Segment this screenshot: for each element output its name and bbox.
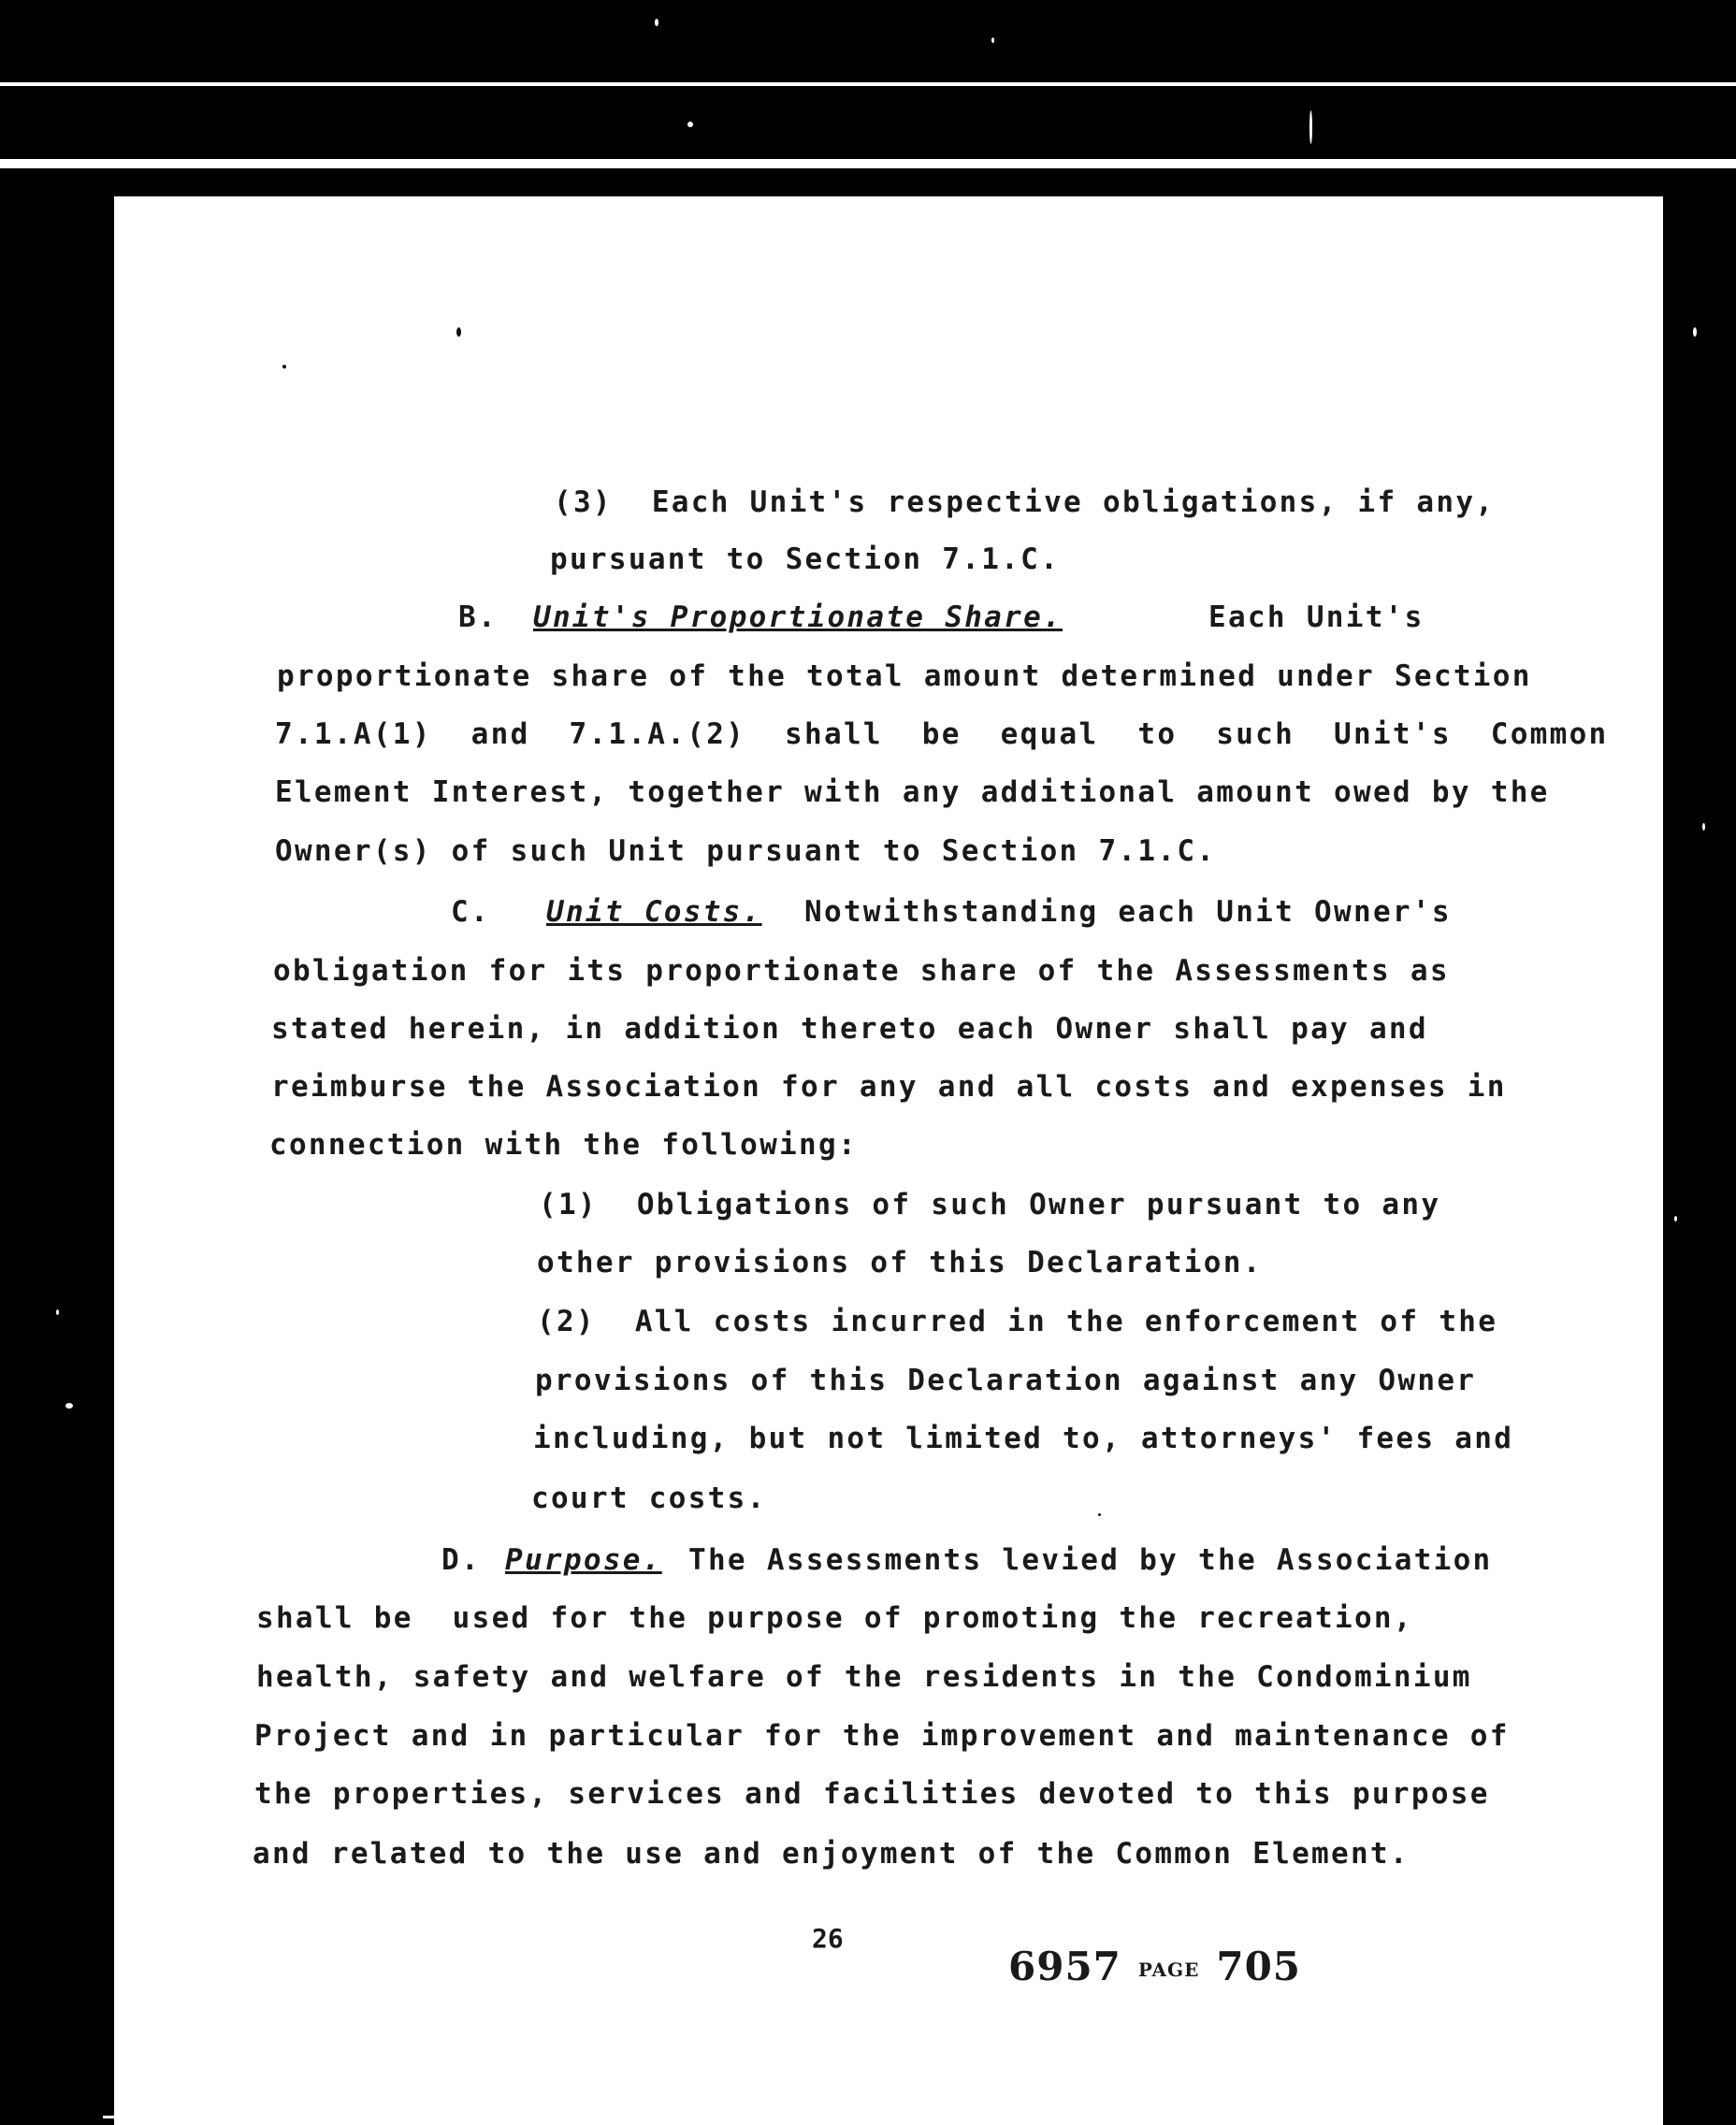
section-d-line-2: shall be used for the purpose of promoting the recreation,	[256, 1601, 1413, 1635]
section-b-line-2: proportionate share of the total amount determined under Section	[277, 659, 1532, 693]
scan-speck	[1674, 1216, 1677, 1222]
recording-stamp	[1008, 1944, 1301, 1989]
section-b-line-5: Owner(s) of such Unit pursuant to Section 7.1.C.	[275, 834, 1217, 868]
section-b-line-3: 7.1.A(1) and 7.1.A.(2) shall be equal to such Unit's Common	[275, 717, 1609, 751]
section-b-line-4: Element Interest, together with any additional amount owed by the	[275, 775, 1550, 809]
section-d-line-1: The Assessments levied by the Association	[688, 1543, 1493, 1577]
section-c-item-1-line-1: (1) Obligations of such Owner pursuant to any	[539, 1188, 1441, 1222]
scan-speck	[1693, 327, 1697, 337]
item-3-line-1: (3) Each Unit's respective obligations, if any,	[554, 485, 1496, 519]
section-d-line-6: and related to the use and enjoyment of the Common Element.	[253, 1837, 1410, 1871]
section-c-line-2: obligation for its proportionate share of the Assessments as	[273, 954, 1450, 988]
section-c-line-1: Notwithstanding each Unit Owner's	[804, 895, 1452, 929]
scan-speck	[687, 122, 693, 127]
scan-speck	[1309, 110, 1312, 144]
section-c-item-2-line-4: court costs.	[531, 1482, 767, 1515]
paper-speck	[282, 365, 286, 369]
section-b-heading: Unit's Proportionate Share.	[533, 600, 1063, 634]
stamp-book-number: 6957	[1008, 1944, 1121, 1989]
scan-speck	[65, 1403, 73, 1409]
stamp-page-number: 705	[1216, 1944, 1302, 1989]
paper-speck	[456, 327, 461, 337]
scan-speck	[1702, 823, 1705, 831]
scan-border-bottom-rule	[0, 159, 1736, 168]
section-c-item-2-line-1: (2) All costs incurred in the enforcement of the	[537, 1305, 1498, 1338]
section-d-letter: D.	[441, 1543, 481, 1577]
scan-speck	[991, 37, 994, 43]
scan-speck	[56, 1309, 59, 1315]
section-c-line-3: stated herein, in addition thereto each Owner shall pay and	[271, 1012, 1428, 1046]
section-d-line-3: health, safety and welfare of the residents in the Condominium	[256, 1660, 1472, 1694]
page-number: 26	[812, 1923, 844, 1954]
document-page	[114, 196, 1663, 2125]
section-d-line-5: the properties, services and facilities devoted to this purpose	[254, 1777, 1490, 1811]
section-c-line-5: connection with the following:	[269, 1128, 858, 1162]
stamp-page-label: PAGE	[1137, 1959, 1200, 1981]
paper-speck	[1098, 1513, 1101, 1516]
item-3-line-2: pursuant to Section 7.1.C.	[550, 542, 1061, 576]
section-c-item-2-line-2: provisions of this Declaration against any Owner	[535, 1364, 1477, 1397]
section-c-line-4: reimburse the Association for any and all costs and expenses in	[271, 1070, 1507, 1104]
section-c-heading: Unit Costs.	[546, 895, 762, 929]
section-c-item-1-line-2: other provisions of this Declaration.	[537, 1246, 1263, 1279]
section-d-heading: Purpose.	[505, 1543, 662, 1577]
section-b-line-1: Each Unit's	[1208, 600, 1425, 634]
section-c-item-2-line-3: including, but not limited to, attorneys' fees and	[533, 1422, 1514, 1455]
scan-speck	[655, 19, 658, 26]
scan-border-top-rule	[0, 82, 1736, 86]
section-c-letter: C.	[451, 895, 490, 929]
section-b-letter: B.	[458, 600, 498, 634]
section-d-line-4: Project and in particular for the improvement and maintenance of	[254, 1719, 1510, 1753]
